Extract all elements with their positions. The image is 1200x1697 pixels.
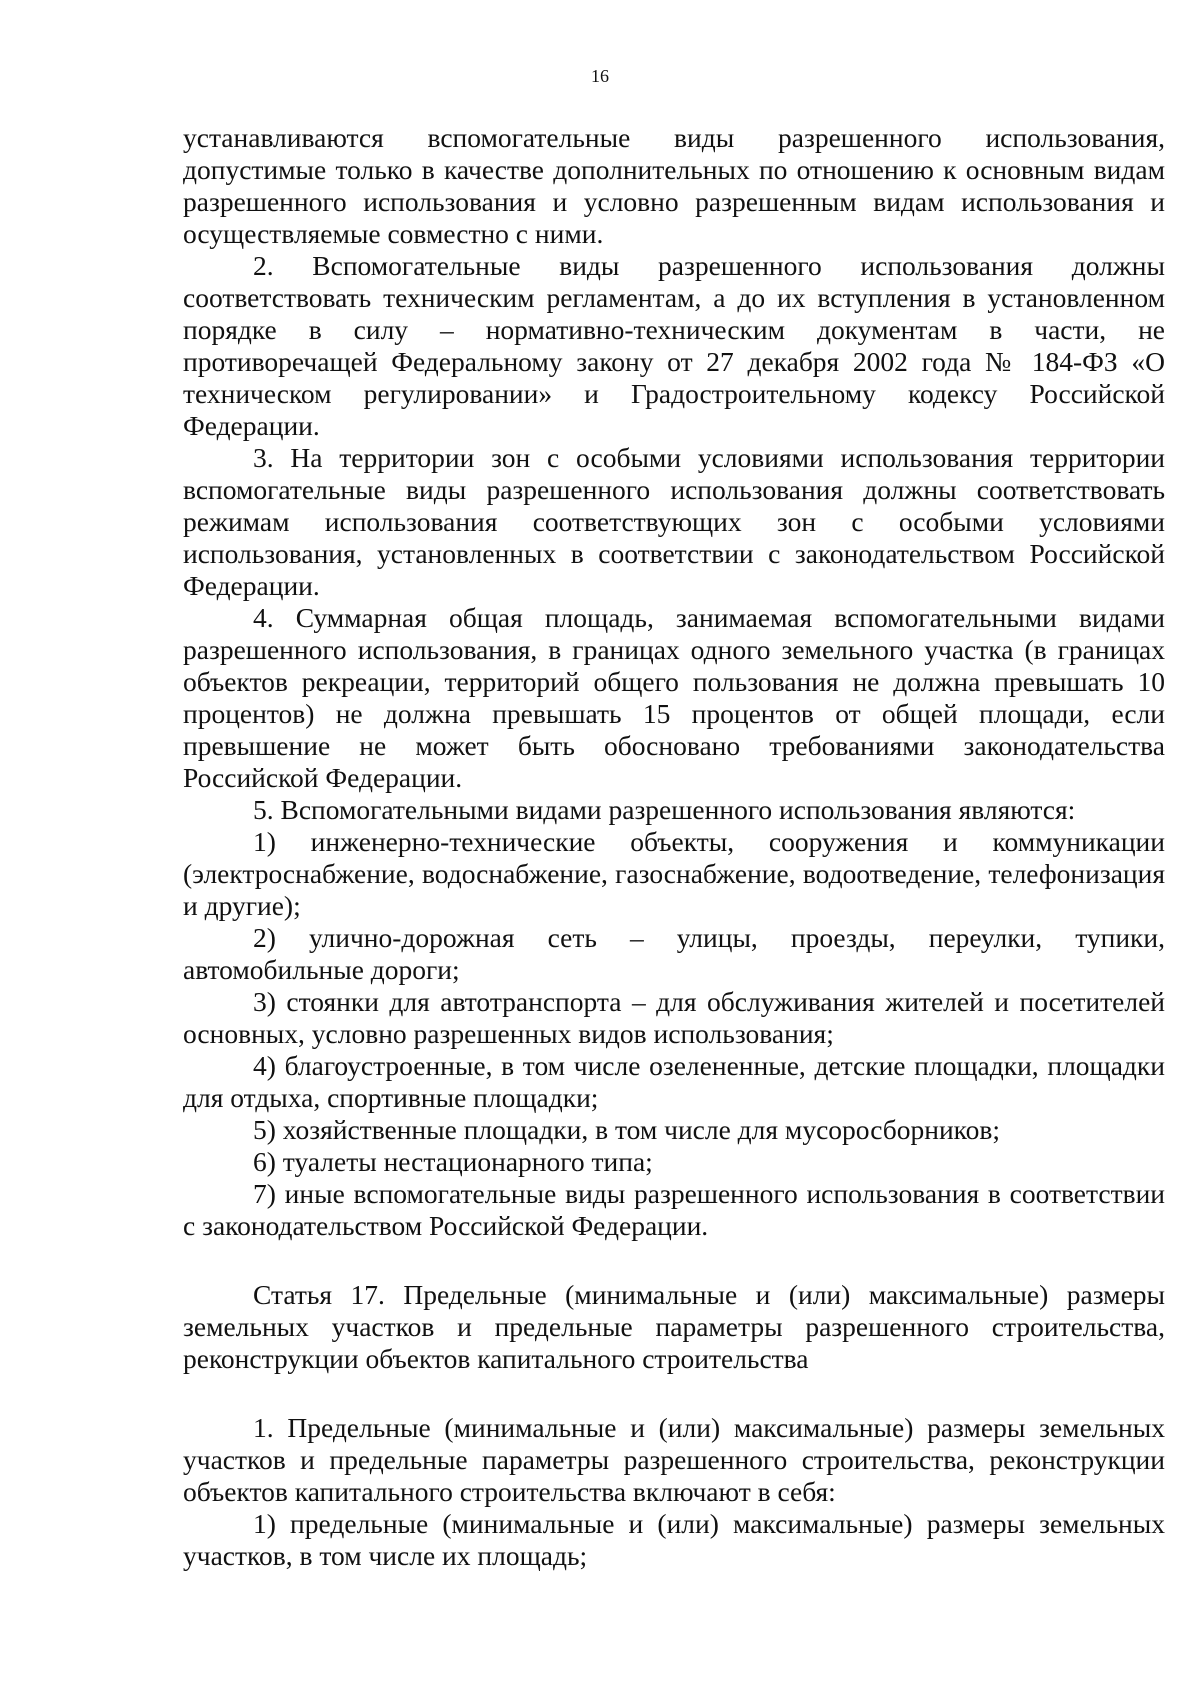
paragraph: 5. Вспомогательными видами разрешенного использования являются:	[253, 794, 1076, 825]
paragraph: устанавливаются вспомогательные виды разрешенного использования, допустимые только в качестве дополнительных по отношению к основным видам разрешенного использования и условно разрешенным видам использования и осуществляемые совместно с ними.	[183, 122, 1165, 249]
page-number: 16	[591, 66, 609, 86]
article-heading: Статья 17. Предельные (минимальные и (или) максимальные) размеры земельных участков и предельные параметры разрешенного строительства, реконструкции объектов капитального строительства	[183, 1279, 1165, 1374]
paragraph: 3. На территории зон с особыми условиями использования территории вспомогательные виды разрешенного использования должны соответствовать режимам использования соответствующих зон с особыми условиями использования, установленных в соответствии с законодательством Российской Федерации.	[183, 442, 1165, 601]
paragraph: 4. Суммарная общая площадь, занимаемая вспомогательными видами разрешенного использования, в границах одного земельного участка (в границах объектов рекреации, территорий общего пользования не должна превышать 10 процентов) не должна превышать 15 процентов от общей площади, если превышение не может быть обосновано требованиями законодательства Российской Федерации.	[183, 602, 1165, 793]
list-item: 4) благоустроенные, в том числе озелененные, детские площадки, площадки для отдыха, спортивные площадки;	[183, 1050, 1165, 1113]
paragraph: 2. Вспомогательные виды разрешенного использования должны соответствовать техническим регламентам, а до их вступления в установленном порядке в силу – нормативно-техническим документам в части, не противоречащей Федеральному закону от 27 декабря 2002 года № 184-ФЗ «О техническом регулировании» и Градостроительному кодексу Российской Федерации.	[183, 250, 1165, 441]
list-item: 2) улично-дорожная сеть – улицы, проезды, переулки, тупики, автомобильные дороги;	[183, 922, 1165, 985]
list-item: 3) стоянки для автотранспорта – для обслуживания жителей и посетителей основных, условно разрешенных видов использования;	[183, 986, 1165, 1049]
list-item: 7) иные вспомогательные виды разрешенного использования в соответствии с законодательством Российской Федерации.	[183, 1178, 1165, 1241]
paragraph: 1. Предельные (минимальные и (или) максимальные) размеры земельных участков и предельные параметры разрешенного строительства, реконструкции объектов капитального строительства включают в себя:	[183, 1412, 1165, 1507]
list-item: 1) предельные (минимальные и (или) максимальные) размеры земельных участков, в том числе их площадь;	[183, 1508, 1165, 1571]
list-item: 1) инженерно-технические объекты, сооружения и коммуникации (электроснабжение, водоснабжение, газоснабжение, водоотведение, телефонизация и другие);	[183, 826, 1165, 921]
list-item: 6) туалеты нестационарного типа;	[253, 1146, 653, 1177]
document-body	[183, 122, 1165, 1572]
list-item: 5) хозяйственные площадки, в том числе для мусоросборников;	[253, 1114, 1001, 1145]
